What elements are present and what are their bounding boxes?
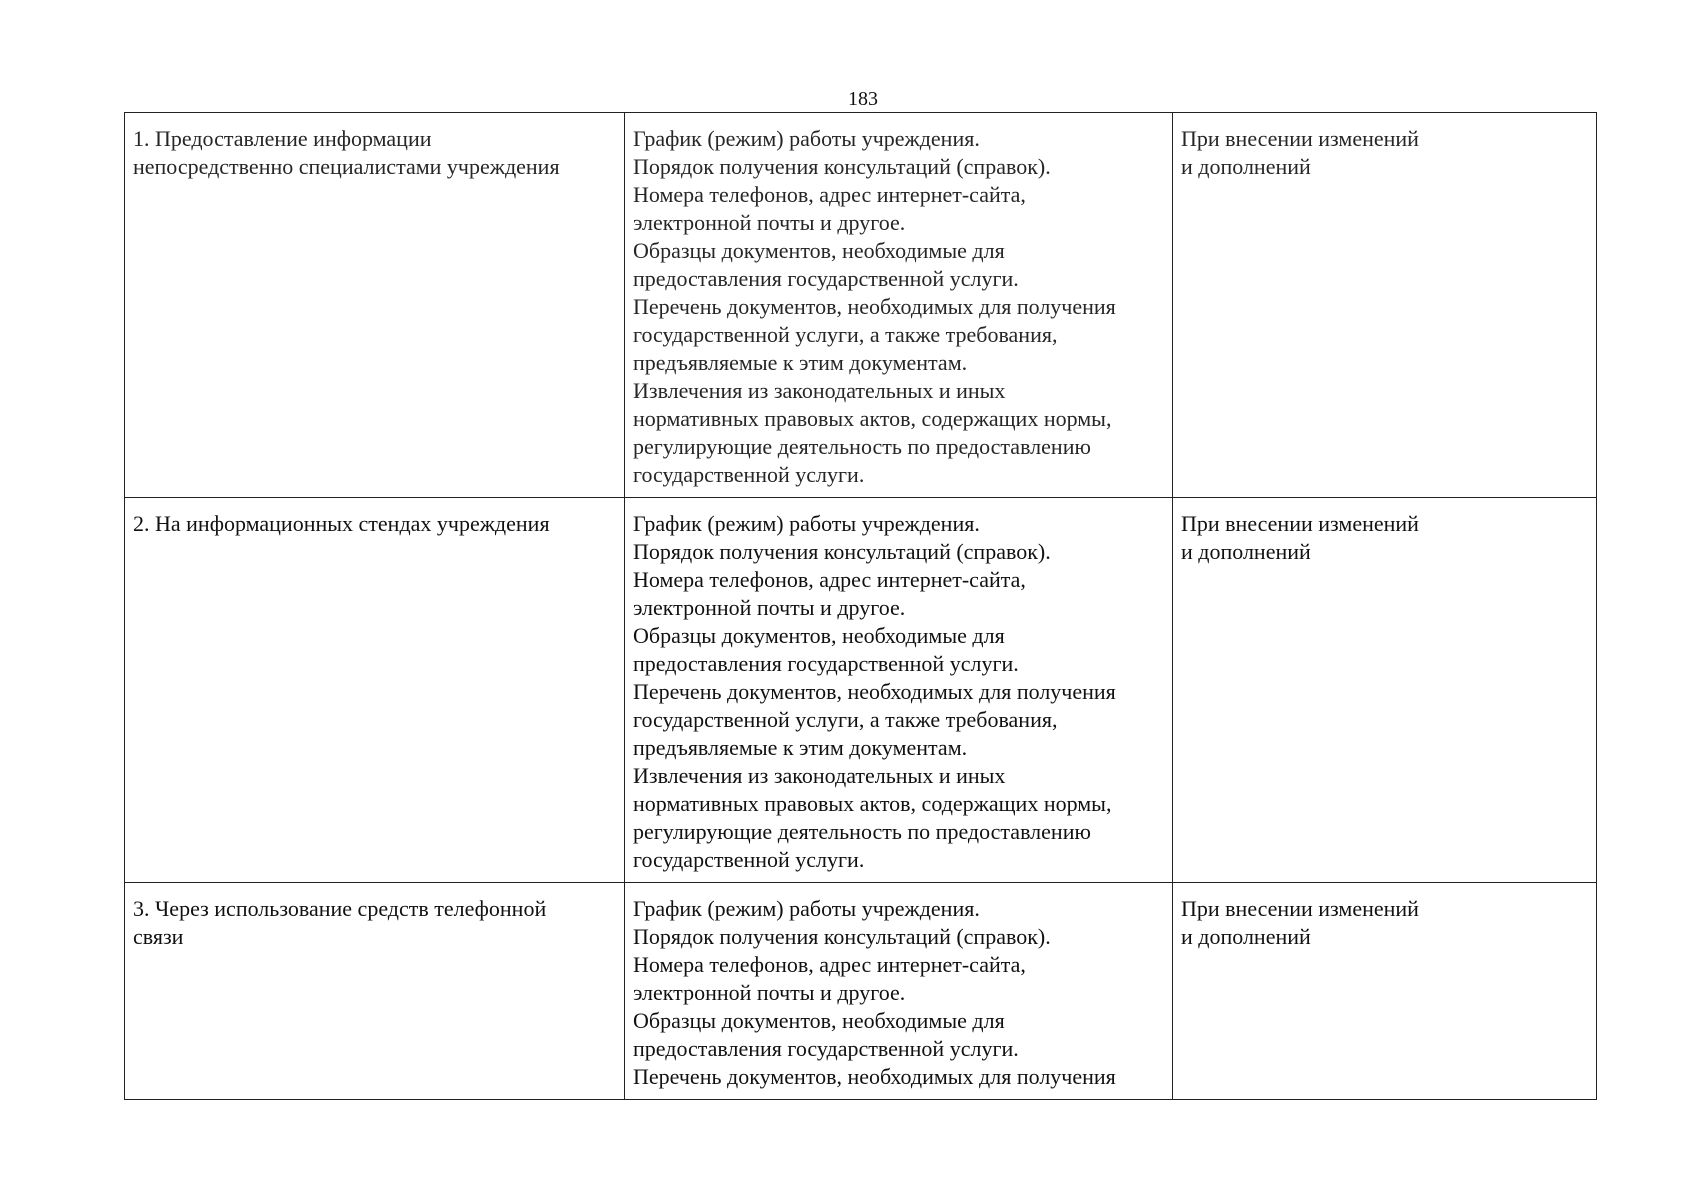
content-text: Образцы документов, необходимые для (633, 238, 1005, 263)
content-text: Порядок получения консультаций (справок). (633, 154, 1051, 179)
method-text: 3. Через использование средств телефонной (133, 896, 547, 921)
content-text: государственной услуги, а также требования, (633, 707, 1058, 732)
content-text: электронной почты и другое. (633, 210, 906, 235)
content-text: электронной почты и другое. (633, 980, 906, 1005)
content-text: нормативных правовых актов, содержащих нормы, (633, 791, 1112, 816)
method-cell (125, 883, 625, 1100)
timing-text: При внесении изменений (1181, 511, 1419, 536)
content-text: График (режим) работы учреждения. (633, 896, 980, 921)
content-text: государственной услуги. (633, 462, 865, 487)
timing-text: и дополнений (1181, 924, 1311, 949)
method-text: связи (133, 924, 184, 949)
method-cell (125, 498, 625, 883)
timing-text: При внесении изменений (1181, 126, 1419, 151)
page-number: 183 (848, 88, 878, 110)
table-row (125, 498, 1597, 883)
method-cell (125, 113, 625, 498)
method-text: непосредственно специалистами учреждения (133, 154, 560, 179)
content-text: Порядок получения консультаций (справок). (633, 539, 1051, 564)
content-text: Извлечения из законодательных и иных (633, 763, 1006, 788)
timing-text: и дополнений (1181, 154, 1311, 179)
content-text: Порядок получения консультаций (справок). (633, 924, 1051, 949)
timing-text: При внесении изменений (1181, 896, 1419, 921)
content-cell (625, 883, 1173, 1100)
content-text: предоставления государственной услуги. (633, 651, 1019, 676)
content-text: регулирующие деятельность по предоставлению (633, 819, 1091, 844)
content-text: Извлечения из законодательных и иных (633, 378, 1006, 403)
content-text: Номера телефонов, адрес интернет-сайта, (633, 952, 1026, 977)
timing-text: и дополнений (1181, 539, 1311, 564)
table-row (125, 113, 1597, 498)
method-text: 1. Предоставление информации (133, 126, 432, 151)
content-text: Перечень документов, необходимых для получения (633, 294, 1116, 319)
content-text: Перечень документов, необходимых для получения (633, 679, 1116, 704)
content-text: График (режим) работы учреждения. (633, 126, 980, 151)
method-text: 2. На информационных стендах учреждения (133, 511, 550, 536)
content-text: нормативных правовых актов, содержащих нормы, (633, 406, 1112, 431)
content-text: Номера телефонов, адрес интернет-сайта, (633, 182, 1026, 207)
timing-cell (1173, 883, 1597, 1100)
content-text: государственной услуги. (633, 847, 865, 872)
content-text: предоставления государственной услуги. (633, 1036, 1019, 1061)
info-table (124, 112, 1597, 1100)
content-text: предоставления государственной услуги. (633, 266, 1019, 291)
table-row (125, 883, 1597, 1100)
content-text: электронной почты и другое. (633, 595, 906, 620)
timing-cell (1173, 113, 1597, 498)
content-text: График (режим) работы учреждения. (633, 511, 980, 536)
content-cell (625, 113, 1173, 498)
content-text: Перечень документов, необходимых для получения (633, 1064, 1116, 1089)
content-cell (625, 498, 1173, 883)
content-text: предъявляемые к этим документам. (633, 350, 968, 375)
content-text: Образцы документов, необходимые для (633, 623, 1005, 648)
content-text: государственной услуги, а также требования, (633, 322, 1058, 347)
content-text: Номера телефонов, адрес интернет-сайта, (633, 567, 1026, 592)
content-text: Образцы документов, необходимые для (633, 1008, 1005, 1033)
content-text: предъявляемые к этим документам. (633, 735, 968, 760)
content-text: регулирующие деятельность по предоставлению (633, 434, 1091, 459)
timing-cell (1173, 498, 1597, 883)
